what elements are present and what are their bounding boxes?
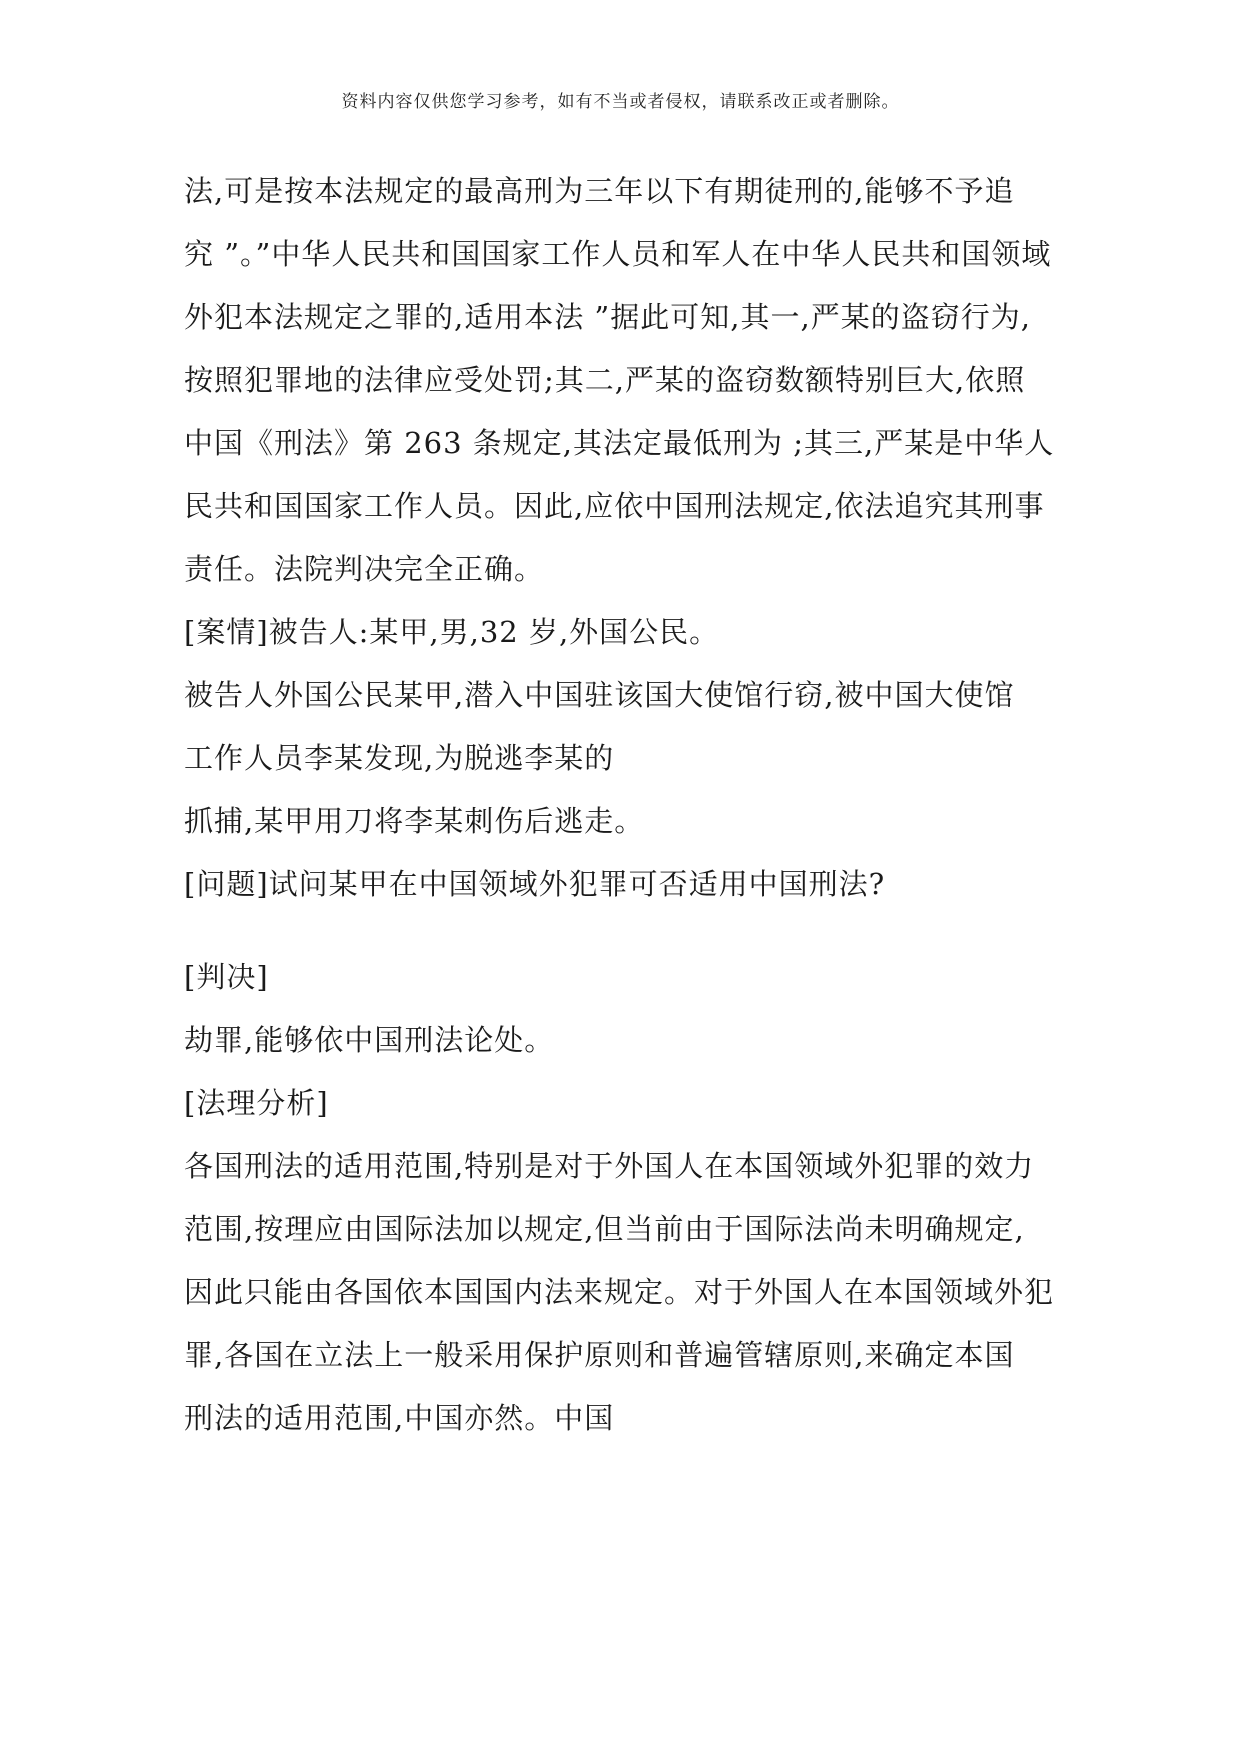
paragraph-line: 外犯本法规定之罪的,适用本法 ”据此可知,其一,严某的盗窃行为, xyxy=(184,300,1031,334)
paragraph-line: 因此只能由各国依本国国内法来规定。对于外国人在本国领域外犯 xyxy=(184,1275,1055,1309)
paragraph-line: 刑法的适用范围,中国亦然。中国 xyxy=(184,1401,615,1435)
paragraph-line: 范围,按理应由国际法加以规定,但当前由于国际法尚未明确规定, xyxy=(184,1212,1025,1246)
copyright-notice: 资料内容仅供您学习参考，如有不当或者侵权，请联系改正或者删除。 xyxy=(341,92,900,112)
paragraph-line: 责任。法院判决完全正确。 xyxy=(184,552,545,586)
paragraph-line: 究 ”。”中华人民共和国国家工作人员和军人在中华人民共和国领域 xyxy=(184,237,1052,271)
paragraph-line: 中国《刑法》第 263 条规定,其法定最低刑为 ;其三,严某是中华人 xyxy=(184,426,1055,460)
paragraph-line: 劫罪,能够依中国刑法论处。 xyxy=(184,1023,555,1057)
spacer xyxy=(184,916,1104,946)
judgment-heading: [判决] xyxy=(184,960,269,994)
paragraph-line: 民共和国国家工作人员。因此,应依中国刑法规定,依法追究其刑事 xyxy=(184,489,1045,523)
paragraph-line: 法,可是按本法规定的最高刑为三年以下有期徒刑的,能够不予追 xyxy=(184,174,1015,208)
legal-analysis-heading: [法理分析] xyxy=(184,1086,329,1120)
paragraph-line: 抓捕,某甲用刀将李某刺伤后逃走。 xyxy=(184,804,645,838)
paragraph-line: 罪,各国在立法上一般采用保护原则和普遍管辖原则,来确定本国 xyxy=(184,1338,1015,1372)
paragraph-line: 工作人员李某发现,为脱逃李某的 xyxy=(184,741,615,775)
case-facts-heading: [案情]被告人:某甲,男,32 岁,外国公民。 xyxy=(184,615,720,649)
paragraph-line: 被告人外国公民某甲,潜入中国驻该国大使馆行窃,被中国大使馆 xyxy=(184,678,1015,712)
paragraph-line: 各国刑法的适用范围,特别是对于外国人在本国领域外犯罪的效力 xyxy=(184,1149,1035,1183)
paragraph-line: 按照犯罪地的法律应受处罚;其二,严某的盗窃数额特别巨大,依照 xyxy=(184,363,1026,397)
question-line: [问题]试问某甲在中国领域外犯罪可否适用中国刑法? xyxy=(184,867,886,901)
document-body xyxy=(184,160,1104,1450)
